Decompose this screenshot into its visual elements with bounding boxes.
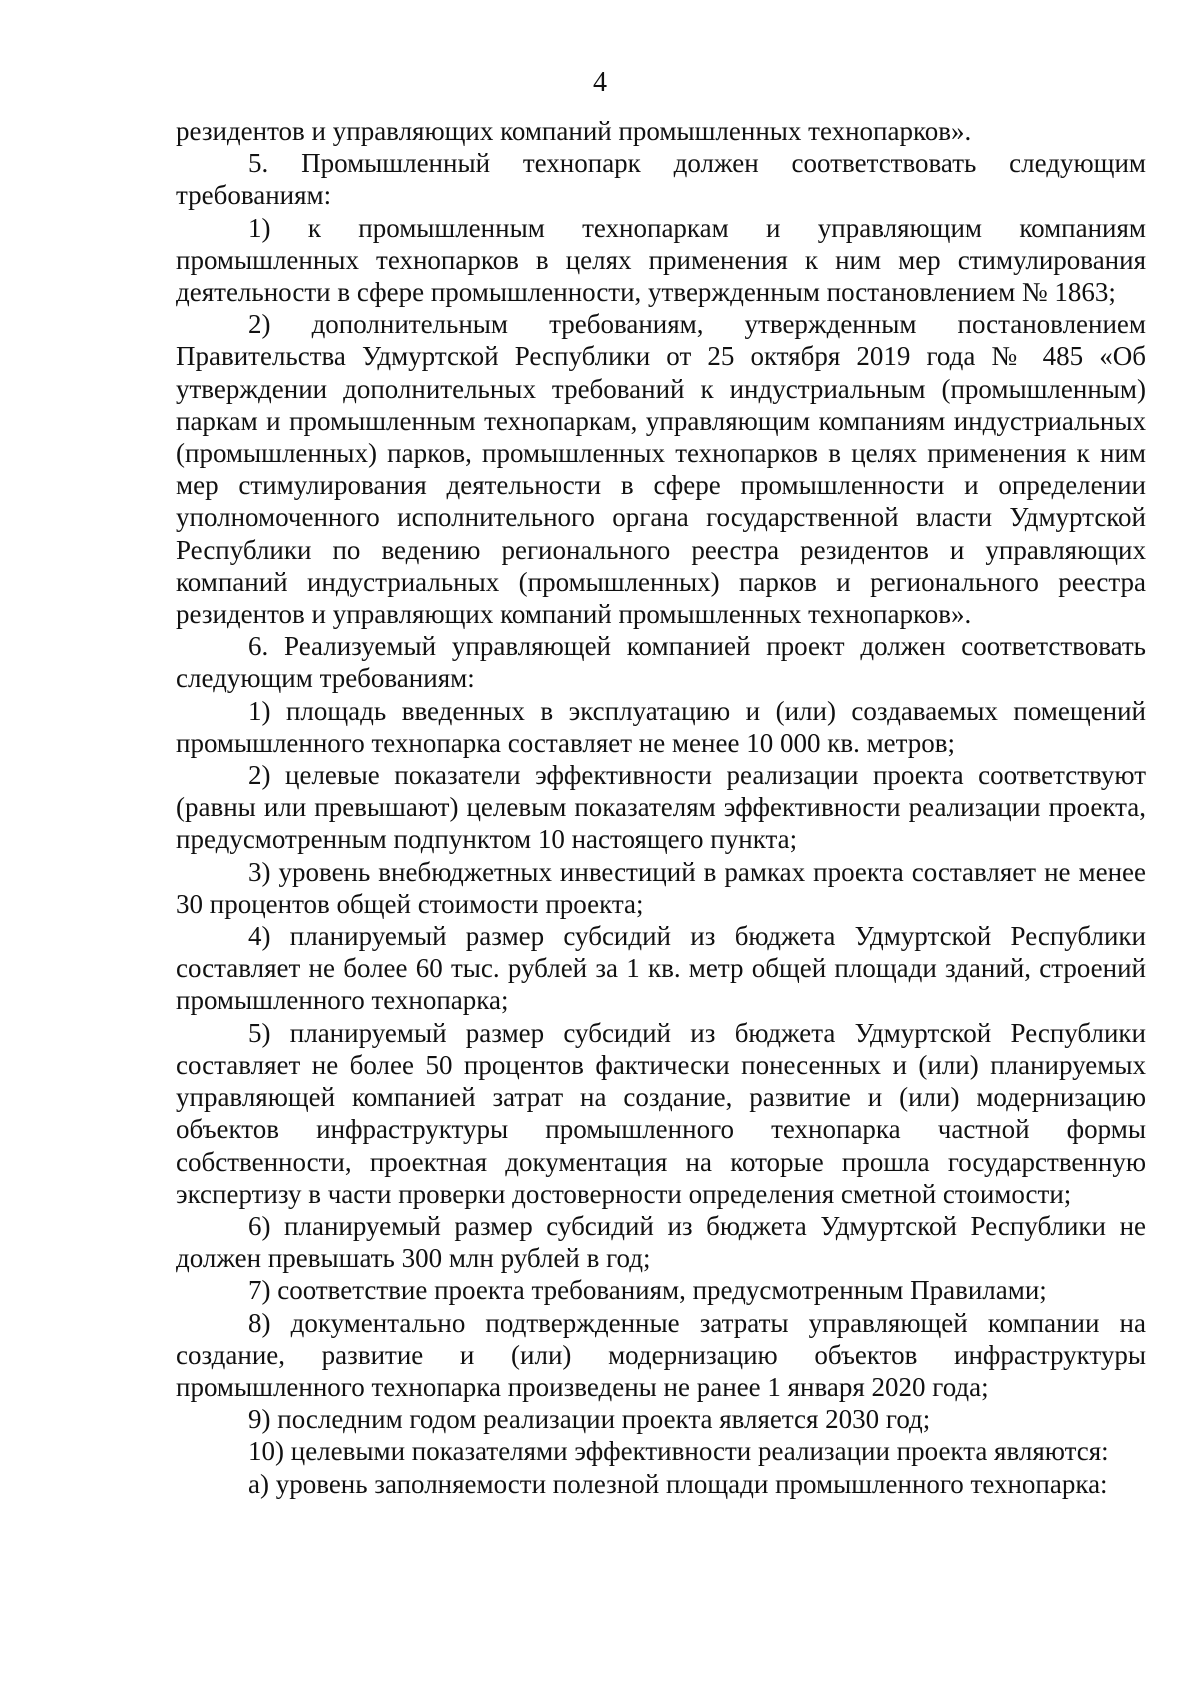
paragraph-subitem: 7) соответствие проекта требованиям, предусмотренным Правилами;: [248, 1275, 1047, 1306]
paragraph-continuation: резидентов и управляющих компаний промышленных технопарков».: [176, 116, 972, 146]
document-body: [176, 115, 1146, 1500]
paragraph-subitem: 4) планируемый размер субсидий из бюджета Удмуртской Республики составляет не более 60 тыс. рублей за 1 кв. метр общей площади зданий, строений промышленного технопарка;: [176, 921, 1146, 1016]
paragraph-subitem-a: а) уровень заполняемости полезной площади промышленного технопарка:: [248, 1468, 1108, 1499]
paragraph-subitem: 6) планируемый размер субсидий из бюджета Удмуртской Республики не должен превышать 300 млн рублей в год;: [176, 1210, 1146, 1274]
paragraph-subitem: 5) планируемый размер субсидий из бюджета Удмуртской Республики составляет не более 50 процентов фактически понесенных и (или) планируемых управляющей компанией затрат на создание, развитие и (или) модернизацию объектов инфраструктуры промышленного технопарка частной формы собственности, проектная документация на которые прошла государственную экспертизу в части проверки достоверности определения сметной стоимости;: [176, 1017, 1146, 1209]
paragraph-item-5: 5. Промышленный технопарк должен соответствовать следующим требованиям:: [176, 148, 1146, 211]
paragraph-subitem: 8) документально подтвержденные затраты управляющей компании на создание, развитие и (или) модернизацию объектов инфраструктуры промышленного технопарка произведены не ранее 1 января 2020 года;: [176, 1307, 1146, 1402]
paragraph-item-6: 6. Реализуемый управляющей компанией проект должен соответствовать следующим требованиям:: [176, 631, 1146, 694]
paragraph-subitem: 1) площадь введенных в эксплуатацию и (или) создаваемых помещений промышленного технопарка составляет не менее 10 000 кв. метров;: [176, 695, 1146, 758]
paragraph-subitem: 2) целевые показатели эффективности реализации проекта соответствуют (равны или превышают) целевым показателям эффективности реализации проекта, предусмотренным подпунктом 10 настоящего пункта;: [176, 760, 1146, 855]
paragraph-subitem: 1) к промышленным технопаркам и управляющим компаниям промышленных технопарков в целях применения к ним мер стимулирования деятельности в сфере промышленности, утвержденным постановлением № 1863;: [176, 212, 1146, 308]
paragraph-subitem: 10) целевыми показателями эффективности реализации проекта являются:: [248, 1436, 1109, 1467]
paragraph-subitem: 2) дополнительным требованиям, утвержденным постановлением Правительства Удмуртской Республики от 25 октября 2019 года № 485 «Об утверждении дополнительных требований к индустриальным (промышленным) паркам и промышленным технопаркам, управляющим компаниям индустриальных (промышленных) парков, промышленных технопарков в целях применения к ним мер стимулирования деятельности в сфере промышленности и определении уполномоченного исполнительного органа государственной власти Удмуртской Республики по ведению регионального реестра резидентов и управляющих компаний индустриальных (промышленных) парков и регионального реестра резидентов и управляющих компаний промышленных технопарков».: [176, 309, 1146, 630]
page-number: 4: [593, 67, 607, 98]
paragraph-subitem: 9) последним годом реализации проекта является 2030 год;: [248, 1404, 931, 1435]
paragraph-subitem: 3) уровень внебюджетных инвестиций в рамках проекта составляет не менее 30 процентов общей стоимости проекта;: [176, 856, 1146, 919]
